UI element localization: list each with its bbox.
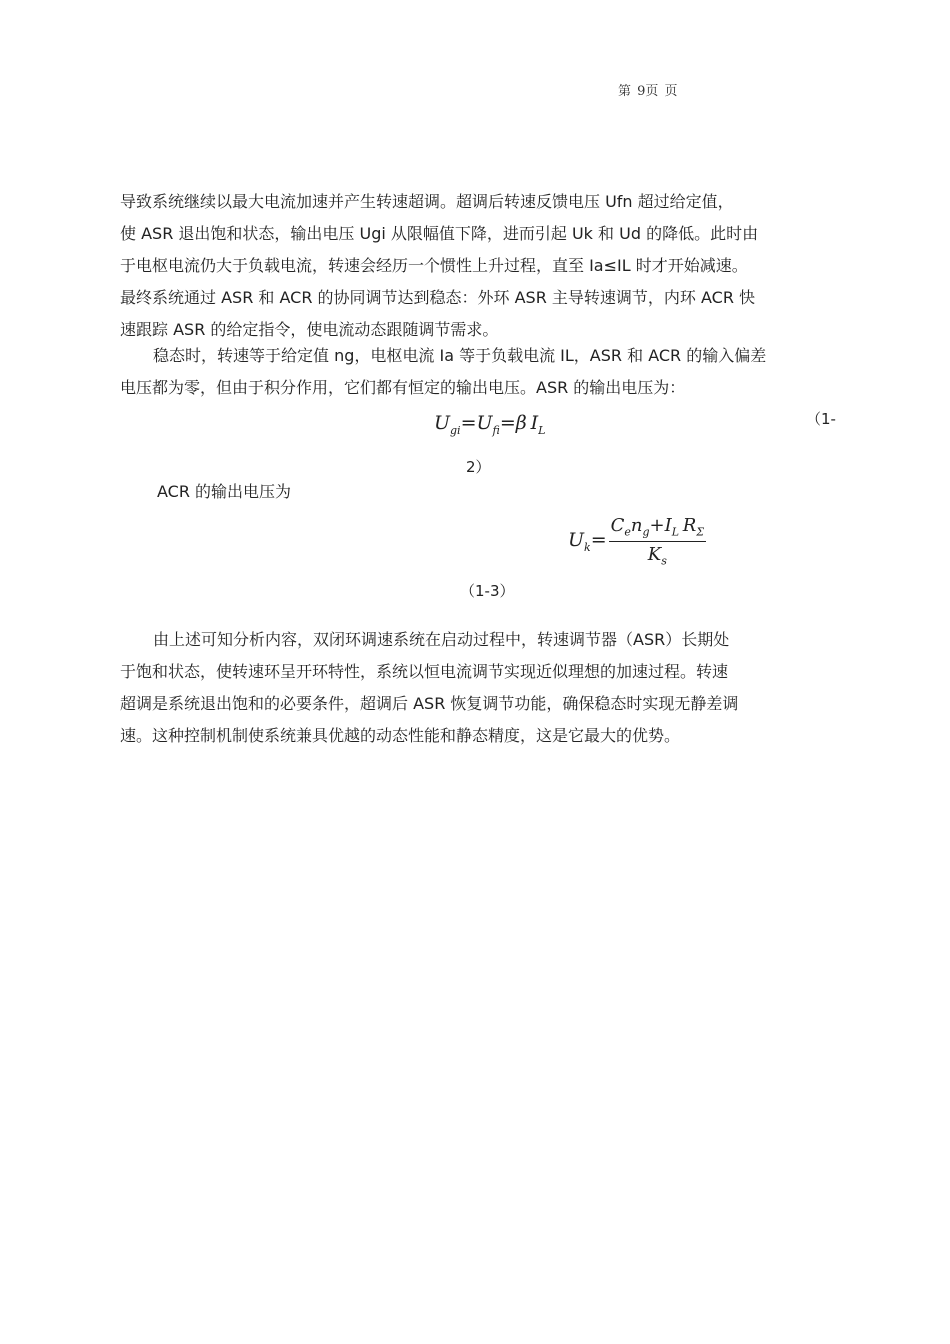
eq-symbol: C: [610, 515, 625, 536]
eq-operator: =: [460, 412, 477, 434]
text-line: 于饱和状态，使转速环呈开环特性，系统以恒电流调节实现近似理想的加速过程。转速: [120, 662, 729, 681]
eq-symbol: I: [664, 515, 672, 536]
eq-symbol: n: [630, 515, 643, 536]
equation-number: （1-3）: [460, 582, 515, 600]
eq-subscript: L: [671, 525, 680, 539]
text-line: 导致系统继续以最大电流加速并产生转速超调。超调后转速反馈电压 Ufn 超过给定值，: [120, 192, 734, 211]
eq-subscript: e: [624, 525, 631, 539]
text-line: 于电枢电流仍大于负载电流，转速会经历一个惯性上升过程，直至 Ia≤IL 时才开始减速。: [120, 256, 748, 275]
eq-symbol: R: [682, 515, 697, 536]
text-line: 使 ASR 退出饱和状态，输出电压 Ugi 从限幅值下降，进而引起 Uk 和 Ud 的降低。此时由: [120, 224, 759, 243]
page-number-header: 第 9页 页: [618, 84, 678, 99]
eq-denominator: [648, 542, 667, 568]
eq-subscript: gi: [450, 423, 461, 437]
eq-symbol: I: [530, 412, 539, 434]
text-line: 最终系统通过 ASR 和 ACR 的协同调节达到稳态：外环 ASR 主导转速调节，内环 ACR 快: [120, 288, 756, 307]
eq-subscript: fi: [492, 423, 500, 437]
eq-subscript: Σ: [696, 525, 705, 539]
eq-symbol: K: [647, 543, 662, 565]
equation-acr-output: [568, 515, 706, 567]
paragraph-conclusion: [120, 624, 865, 752]
eq-symbol: U: [476, 412, 493, 434]
text-line: 速跟踪 ASR 的给定指令，使电流动态跟随调节需求。: [120, 320, 499, 339]
eq-subscript: s: [661, 554, 667, 568]
paragraph-steady-state: [120, 340, 865, 404]
text-line: 稳态时，转速等于给定值 ng，电枢电流 Ia 等于负载电流 IL，ASR 和 ACR 的输入偏差: [153, 346, 767, 365]
eq-symbol: β: [515, 412, 527, 434]
eq-subscript: g: [642, 525, 650, 539]
equation-number: （1-: [806, 410, 836, 428]
eq-numerator: [609, 515, 706, 542]
text-line: 超调是系统退出饱和的必要条件，超调后 ASR 恢复调节功能，确保稳态时实现无静差调: [120, 694, 739, 713]
eq-operator: =: [499, 412, 516, 434]
text-line: 由上述可知分析内容，双闭环调速系统在启动过程中，转速调节器（ASR）长期处: [153, 630, 730, 649]
eq-symbol: U: [568, 528, 585, 551]
eq-operator: +: [649, 515, 665, 536]
equation-asr-output: [434, 412, 545, 437]
eq-fraction: [609, 515, 706, 567]
eq-subscript: L: [538, 423, 546, 437]
paragraph-dynamic-process: [120, 186, 865, 346]
eq-lhs: [568, 529, 607, 554]
acr-output-intro: ACR 的输出电压为: [157, 482, 292, 501]
eq-subscript: k: [584, 540, 591, 554]
text-line: 速。这种控制机制使系统兼具优越的动态性能和静态精度，这是它最大的优势。: [120, 726, 681, 745]
text-line: 电压都为零，但由于积分作用，它们都有恒定的输出电压。ASR 的输出电压为：: [120, 378, 686, 397]
eq-symbol: U: [434, 412, 451, 434]
eq-operator: =: [590, 528, 607, 551]
equation-number: 2）: [466, 458, 491, 476]
